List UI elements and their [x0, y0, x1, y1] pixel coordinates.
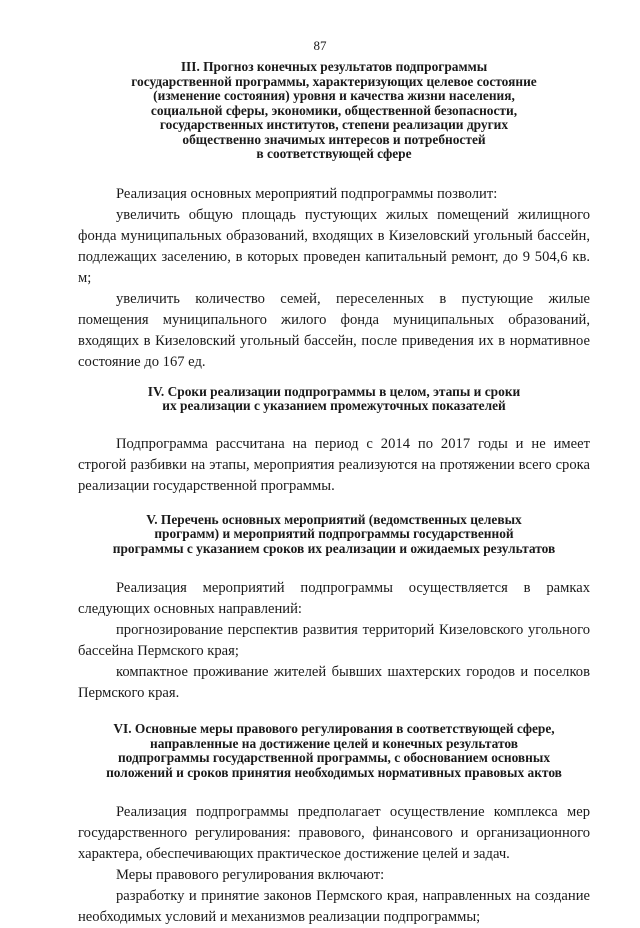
- heading-line: III. Прогноз конечных результатов подпрограммы: [180, 59, 488, 74]
- page-content: [78, 60, 590, 928]
- heading-line: общественно значимых интересов и потребностей: [182, 131, 486, 147]
- heading-line: направленные на достижение целей и конечных результатов: [149, 735, 519, 751]
- heading-line: государственных институтов, степени реализации других: [159, 117, 509, 132]
- section-4-body: [78, 434, 590, 497]
- heading-line: IV. Сроки реализации подпрограммы в целом, этапы и сроки: [147, 383, 521, 399]
- paragraph: Реализация мероприятий подпрограммы осуществляется в рамках следующих основных направлений:: [78, 580, 590, 617]
- paragraph: разработку и принятие законов Пермского края, направленных на создание необходимых условий и механизмов реализации подпрограммы;: [78, 888, 590, 925]
- paragraph: Реализация основных мероприятий подпрограммы позволит:: [116, 185, 498, 202]
- heading-line: в соответствующей сфере: [256, 146, 412, 161]
- heading-line: их реализации с указанием промежуточных показателей: [162, 398, 506, 413]
- heading-line: (изменение состояния) уровня и качества жизни населения,: [153, 88, 515, 103]
- paragraph: увеличить количество семей, переселенных в пустующие жилые помещения муниципального жилого фонда муниципальных образований, входящих в Кизеловский угольный бассейн, после приведения их в нормативное состояние до 167 ед.: [78, 290, 590, 370]
- heading-line: VI. Основные меры правового регулирования в соответствующей сфере,: [113, 721, 555, 736]
- paragraph: Меры правового регулирования включают:: [116, 867, 385, 883]
- paragraph: прогнозирование перспектив развития территорий Кизеловского угольного бассейна Пермского края;: [78, 622, 590, 659]
- section-4-heading: [78, 385, 590, 414]
- paragraph: Реализация подпрограммы предполагает осуществление комплекса мер государственного регулирования: правового, финансового и организационного характера, обеспечивающих практическое достижение целей и задач.: [78, 804, 590, 862]
- heading-line: программ) и мероприятий подпрограммы государственной: [154, 526, 514, 541]
- heading-line: подпрограммы государственной программы, с обоснованием основных: [117, 750, 551, 765]
- paragraph: увеличить общую площадь пустующих жилых помещений жилищного фонда муниципальных образований, входящих в Кизеловский угольный бассейн, подлежащих заселению, в которых проведен капитальный ремонт, до 9 504,6 кв. м;: [78, 206, 590, 286]
- heading-line: положений и сроков принятия необходимых нормативных правовых актов: [106, 764, 562, 780]
- section-3-body: [78, 184, 590, 373]
- heading-line: государственной программы, характеризующих целевое состояние: [131, 73, 537, 89]
- heading-line: социальной сферы, экономики, общественной безопасности,: [150, 102, 518, 118]
- paragraph: компактное проживание жителей бывших шахтерских городов и поселков Пермского края.: [78, 664, 590, 701]
- section-6-heading: [78, 722, 590, 780]
- heading-line: V. Перечень основных мероприятий (ведомственных целевых: [146, 511, 522, 527]
- section-6-body: [78, 802, 590, 928]
- section-5-body: [78, 578, 590, 704]
- page-number: 87: [313, 38, 327, 53]
- heading-line: программы с указанием сроков их реализации и ожидаемых результатов: [112, 540, 556, 556]
- paragraph: Подпрограмма рассчитана на период с 2014 по 2017 годы и не имеет строгой разбивки на этапы, мероприятия реализуются на протяжении всего срока реализации государственной программы.: [78, 435, 590, 494]
- section-5-heading: [78, 513, 590, 557]
- section-3-heading: [78, 60, 590, 162]
